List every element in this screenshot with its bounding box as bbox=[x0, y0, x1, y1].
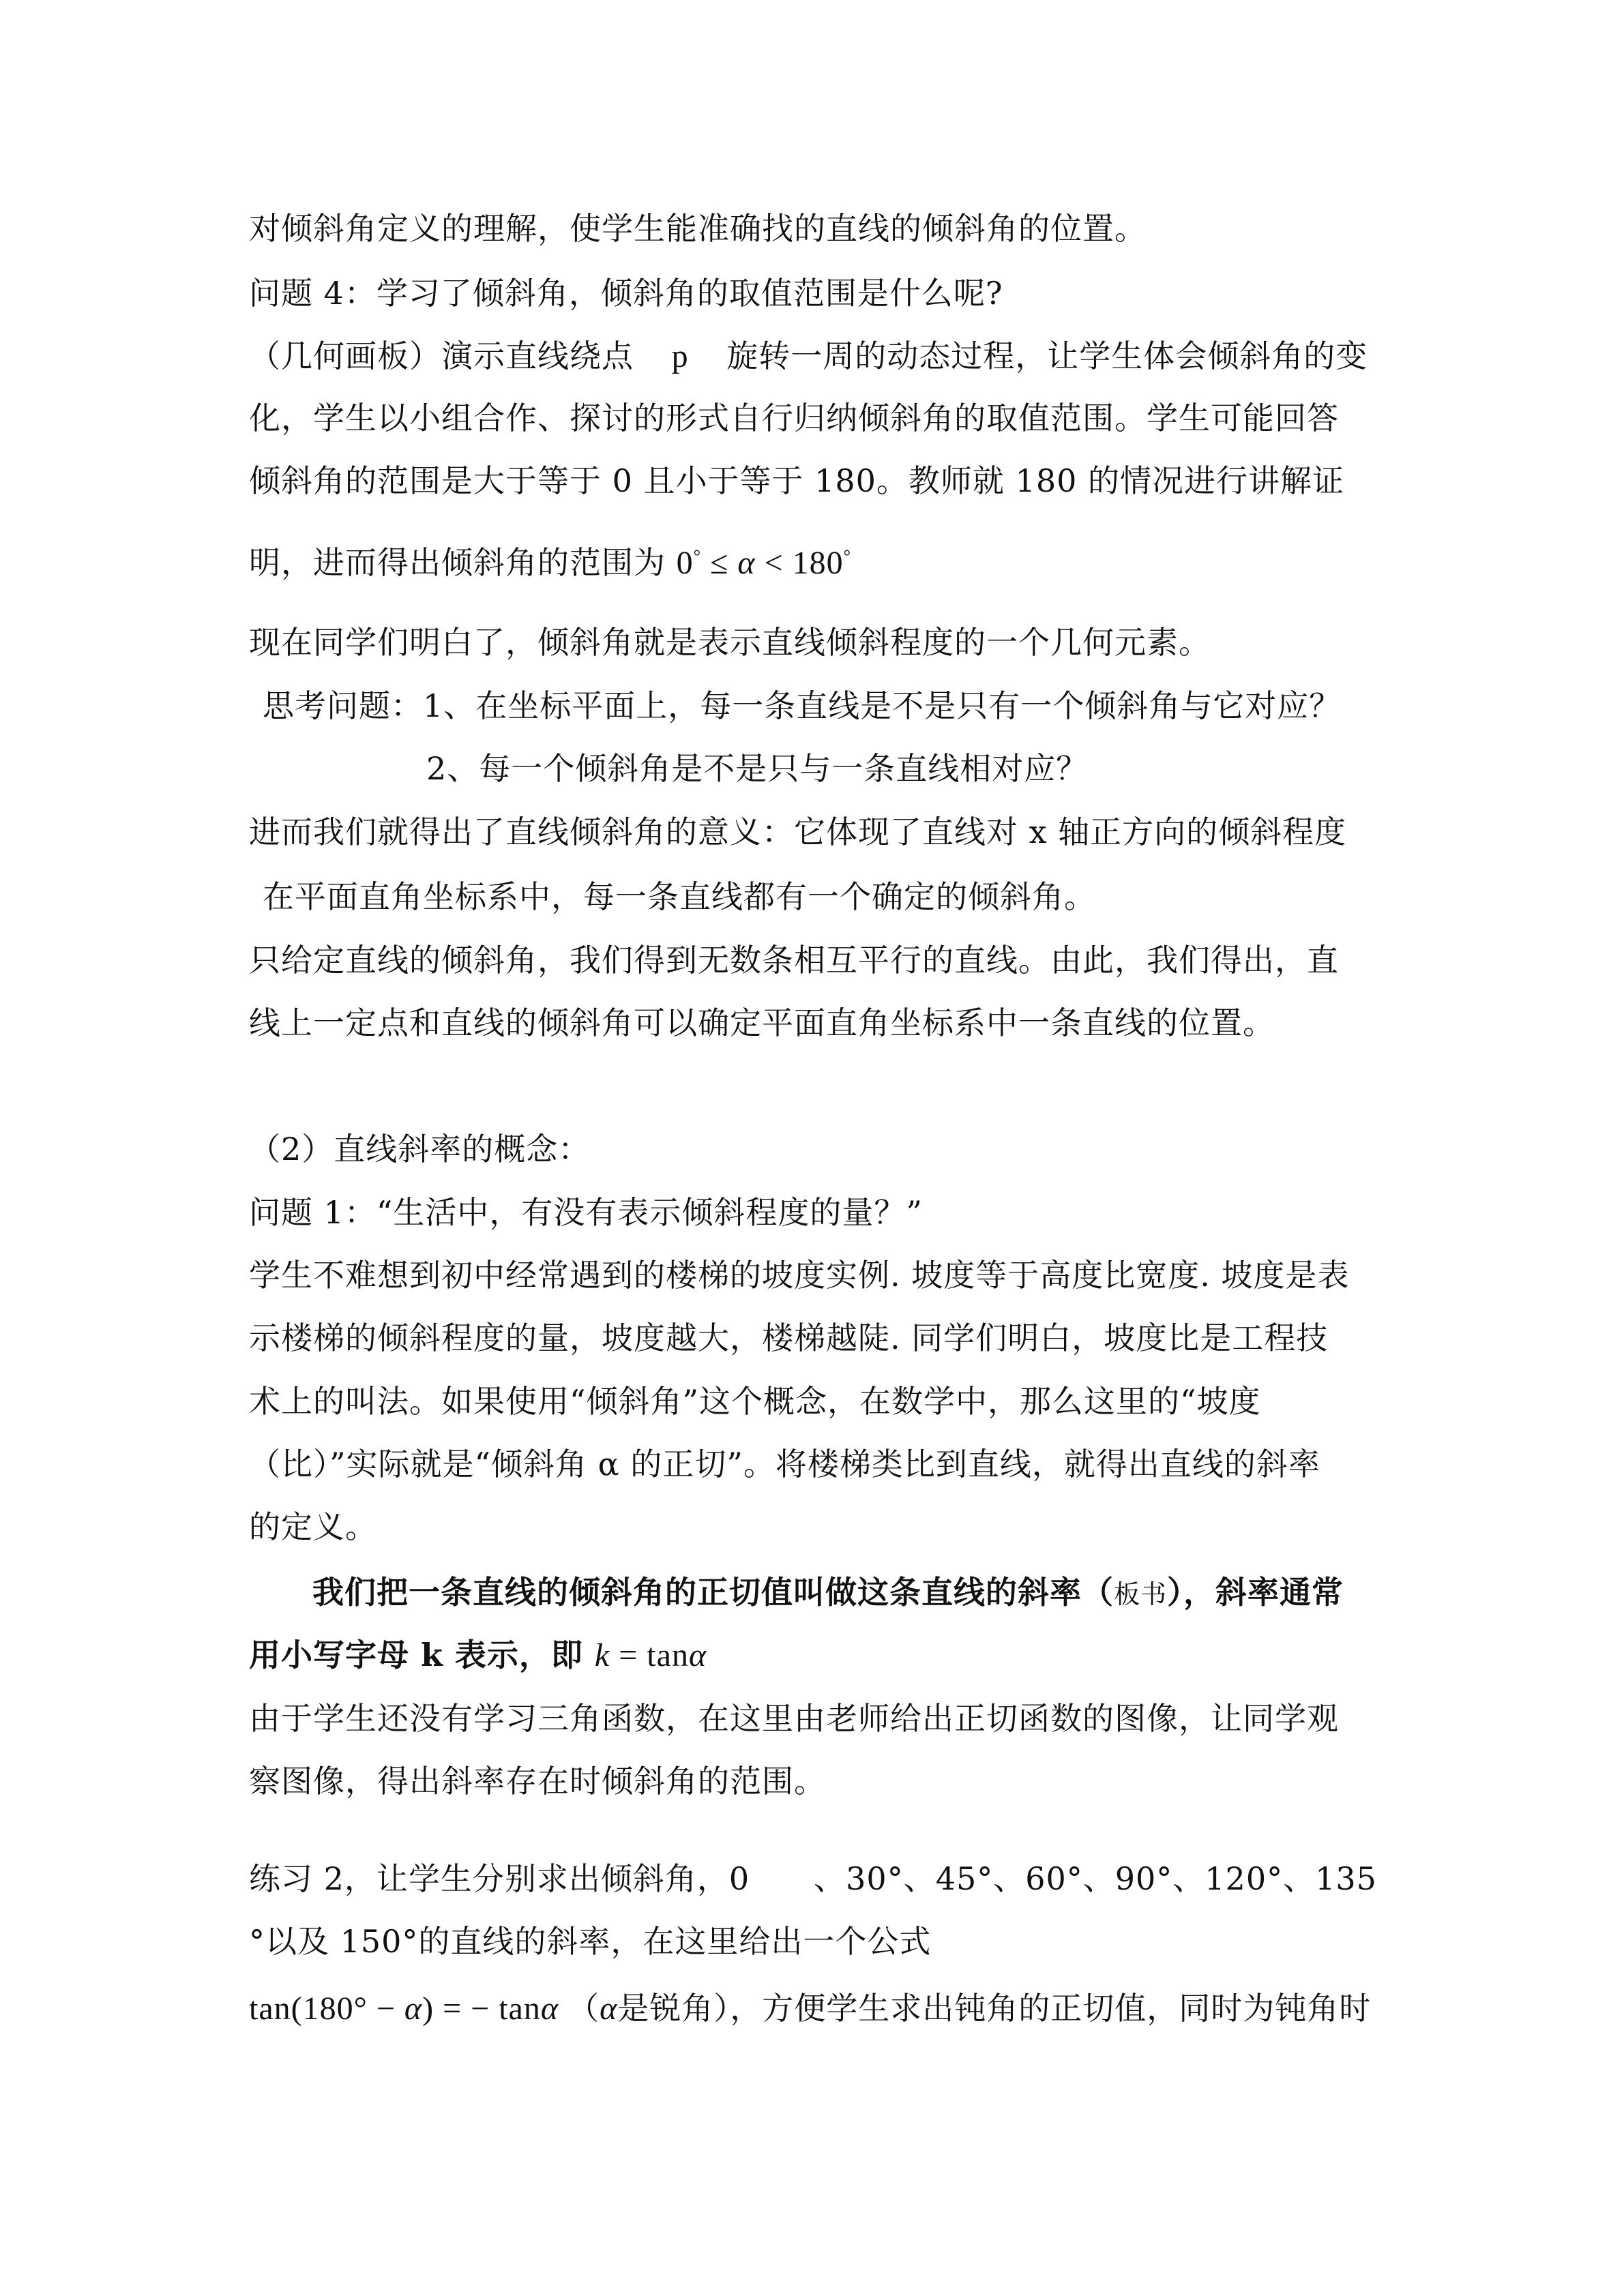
paragraph-line: 只给定直线的倾斜角，我们得到无数条相互平行的直线。由此，我们得出，直 bbox=[249, 942, 1339, 979]
point-label: p bbox=[671, 338, 689, 374]
paragraph-line bbox=[249, 336, 1381, 377]
paragraph-line: 术上的叫法。如果使用“倾斜角”这个概念，在数学中，那么这里的“坡度 bbox=[249, 1383, 1261, 1420]
definition-text: 用小写字母 k 表示，即 bbox=[249, 1637, 583, 1673]
paragraph-line: 察图像，得出斜率存在时倾斜角的范围。 bbox=[249, 1763, 826, 1800]
paragraph-line: 思考问题：1、在坐标平面上，每一条直线是不是只有一个倾斜角与它对应？ bbox=[263, 687, 1342, 724]
section-heading: （2）直线斜率的概念： bbox=[249, 1131, 591, 1167]
paragraph-line: 现在同学们明白了，倾斜角就是表示直线倾斜程度的一个几何元素。 bbox=[249, 624, 1211, 661]
math-180: 180 bbox=[792, 545, 844, 581]
paragraph-line: 在平面直角坐标系中，每一条直线都有一个确定的倾斜角。 bbox=[263, 878, 1096, 915]
math-alpha: α bbox=[737, 545, 756, 581]
text-span: 明，进而得出倾斜角的范围为 bbox=[249, 544, 666, 581]
degree-symbol: ° bbox=[843, 546, 852, 566]
math-zero: 0 bbox=[676, 545, 694, 581]
paragraph-line: 化，学生以小组合作、探讨的形式自行归纳倾斜角的取值范围。学生可能回答 bbox=[249, 400, 1339, 436]
paragraph-line: 示楼梯的倾斜程度的量，坡度越大，楼梯越陡. 同学们明白，坡度比是工程技 bbox=[249, 1320, 1329, 1356]
paragraph-line: °以及 150°的直线的斜率，在这里给出一个公式 bbox=[249, 1923, 932, 1960]
paragraph-line: 的定义。 bbox=[249, 1508, 377, 1545]
definition-text: ），斜率通常 bbox=[1167, 1574, 1344, 1611]
board-note: 板书 bbox=[1114, 1579, 1168, 1609]
paragraph-line: 练习 2，让学生分别求出倾斜角，0 、30°、45°、60°、90°、120°、135 bbox=[249, 1860, 1377, 1897]
math-eq-tan: = tan bbox=[619, 1637, 689, 1673]
paragraph-line: 问题 1：“生活中，有没有表示倾斜程度的量？” bbox=[249, 1194, 923, 1231]
math-le: ≤ bbox=[710, 545, 729, 581]
text-span: （ bbox=[567, 1990, 600, 2027]
text-span: （几何画板）演示直线绕点 bbox=[249, 338, 634, 374]
definition-line bbox=[249, 1635, 1381, 1676]
text-span: 旋转一周的动态过程，让学生体会倾斜角的变 bbox=[726, 338, 1368, 374]
math-alpha: α bbox=[540, 1991, 559, 2027]
paragraph-line: （比）”实际就是“倾斜角 α 的正切”。将楼梯类比到直线，就得出直线的斜率 bbox=[249, 1446, 1320, 1482]
tan-identity bbox=[249, 1991, 567, 2027]
definition-text: 我们把一条直线的倾斜角的正切值叫做这条直线的斜率（ bbox=[312, 1574, 1114, 1611]
paragraph-line: 倾斜角的范围是大于等于 0 且小于等于 180。教师就 180 的情况进行讲解证 bbox=[249, 462, 1344, 499]
paragraph-line: 2、每一个倾斜角是不是只与一条直线相对应？ bbox=[426, 750, 1089, 787]
paragraph-line bbox=[249, 1988, 1381, 2029]
paragraph-line: 对倾斜角定义的理解，使学生能准确找的直线的倾斜角的位置。 bbox=[249, 210, 1147, 247]
text-span: 是锐角），方便学生求出钝角的正切值，同时为钝角时 bbox=[617, 1990, 1372, 2027]
paragraph-line bbox=[249, 542, 1381, 584]
math-alpha: α bbox=[688, 1637, 707, 1673]
math-alpha: α bbox=[600, 1991, 618, 2027]
paragraph-line: 进而我们就得出了直线倾斜角的意义：它体现了直线对 x 轴正方向的倾斜程度 bbox=[249, 814, 1347, 850]
math-part: ) = − tan bbox=[422, 1991, 541, 2027]
math-lt: < bbox=[764, 545, 784, 581]
paragraph-line: 问题 4：学习了倾斜角，倾斜角的取值范围是什么呢? bbox=[249, 275, 1003, 312]
math-alpha: α bbox=[404, 1991, 423, 2027]
definition-line bbox=[312, 1572, 1445, 1615]
paragraph-line: 由于学生还没有学习三角函数，在这里由老师给出正切函数的图像，让同学观 bbox=[249, 1700, 1339, 1737]
math-k: k bbox=[594, 1637, 610, 1673]
degree-symbol: ° bbox=[693, 546, 702, 566]
slope-formula bbox=[595, 1637, 707, 1673]
math-part: tan(180° − bbox=[249, 1991, 404, 2027]
paragraph-line: 学生不难想到初中经常遇到的楼梯的坡度实例. 坡度等于高度比宽度. 坡度是表 bbox=[249, 1257, 1350, 1294]
math-expression bbox=[677, 545, 851, 581]
paragraph-line: 线上一定点和直线的倾斜角可以确定平面直角坐标系中一条直线的位置。 bbox=[249, 1004, 1275, 1041]
